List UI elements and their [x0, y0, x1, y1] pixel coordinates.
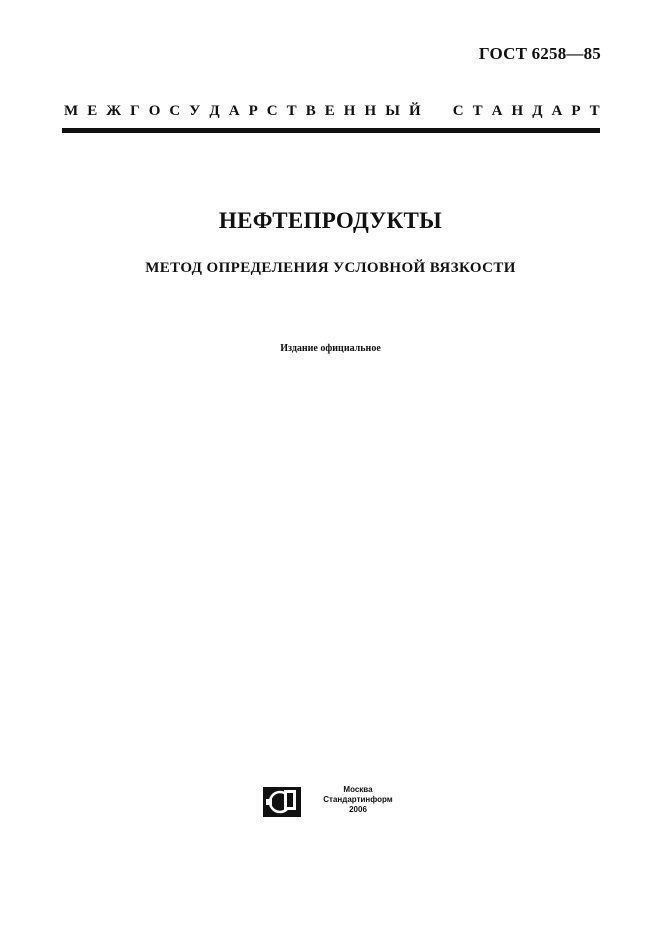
standard-type-letter: Ж — [106, 103, 122, 119]
standard-type-heading — [64, 103, 600, 120]
standard-type-letter: С — [169, 103, 181, 119]
standard-type-letter: Р — [248, 103, 258, 119]
standard-type-letter: Н — [511, 103, 524, 119]
standard-type-letter: Н — [364, 103, 377, 119]
publisher-city: Москва — [343, 785, 373, 794]
standard-type-letter: Д — [209, 103, 220, 119]
document-title: НЕФТЕПРОДУКТЫ — [218, 208, 443, 233]
edition-note: Издание официальное — [280, 343, 381, 354]
standard-type-letter: Е — [324, 103, 335, 119]
publisher-info — [308, 785, 408, 815]
standard-type-letter: О — [148, 103, 161, 119]
standard-type-letter: Т — [472, 103, 483, 119]
standartinform-logo-icon — [262, 785, 302, 819]
standard-type-letter: Т — [589, 103, 600, 119]
standard-type-letter: Т — [286, 103, 297, 119]
standard-type-letter: В — [305, 103, 316, 119]
standard-type-letter: М — [64, 103, 79, 119]
standard-type-letter: А — [491, 103, 503, 119]
standard-type-letter: Г — [130, 103, 140, 119]
standard-type-letter: Ы — [385, 103, 400, 119]
standard-type-letter: С — [452, 103, 464, 119]
standard-type-letter: А — [551, 103, 563, 119]
standard-type-letter: Н — [343, 103, 356, 119]
publisher-name: Стандартинформ — [323, 795, 393, 804]
standard-type-letter: А — [228, 103, 240, 119]
standard-type-letter — [430, 103, 444, 120]
gost-number: ГОСТ 6258—85 — [478, 44, 601, 63]
publisher-year: 2006 — [349, 805, 367, 814]
document-subtitle: МЕТОД ОПРЕДЕЛЕНИЯ УСЛОВНОЙ ВЯЗКОСТИ — [145, 260, 516, 276]
standard-type-letter: Е — [87, 103, 98, 119]
standard-type-letter: Р — [571, 103, 581, 119]
standard-type-letter: У — [189, 103, 201, 119]
standard-type-letter: Д — [532, 103, 543, 119]
standard-type-letter: Й — [408, 103, 421, 119]
header-divider — [62, 128, 600, 133]
standard-type-letter: С — [266, 103, 278, 119]
